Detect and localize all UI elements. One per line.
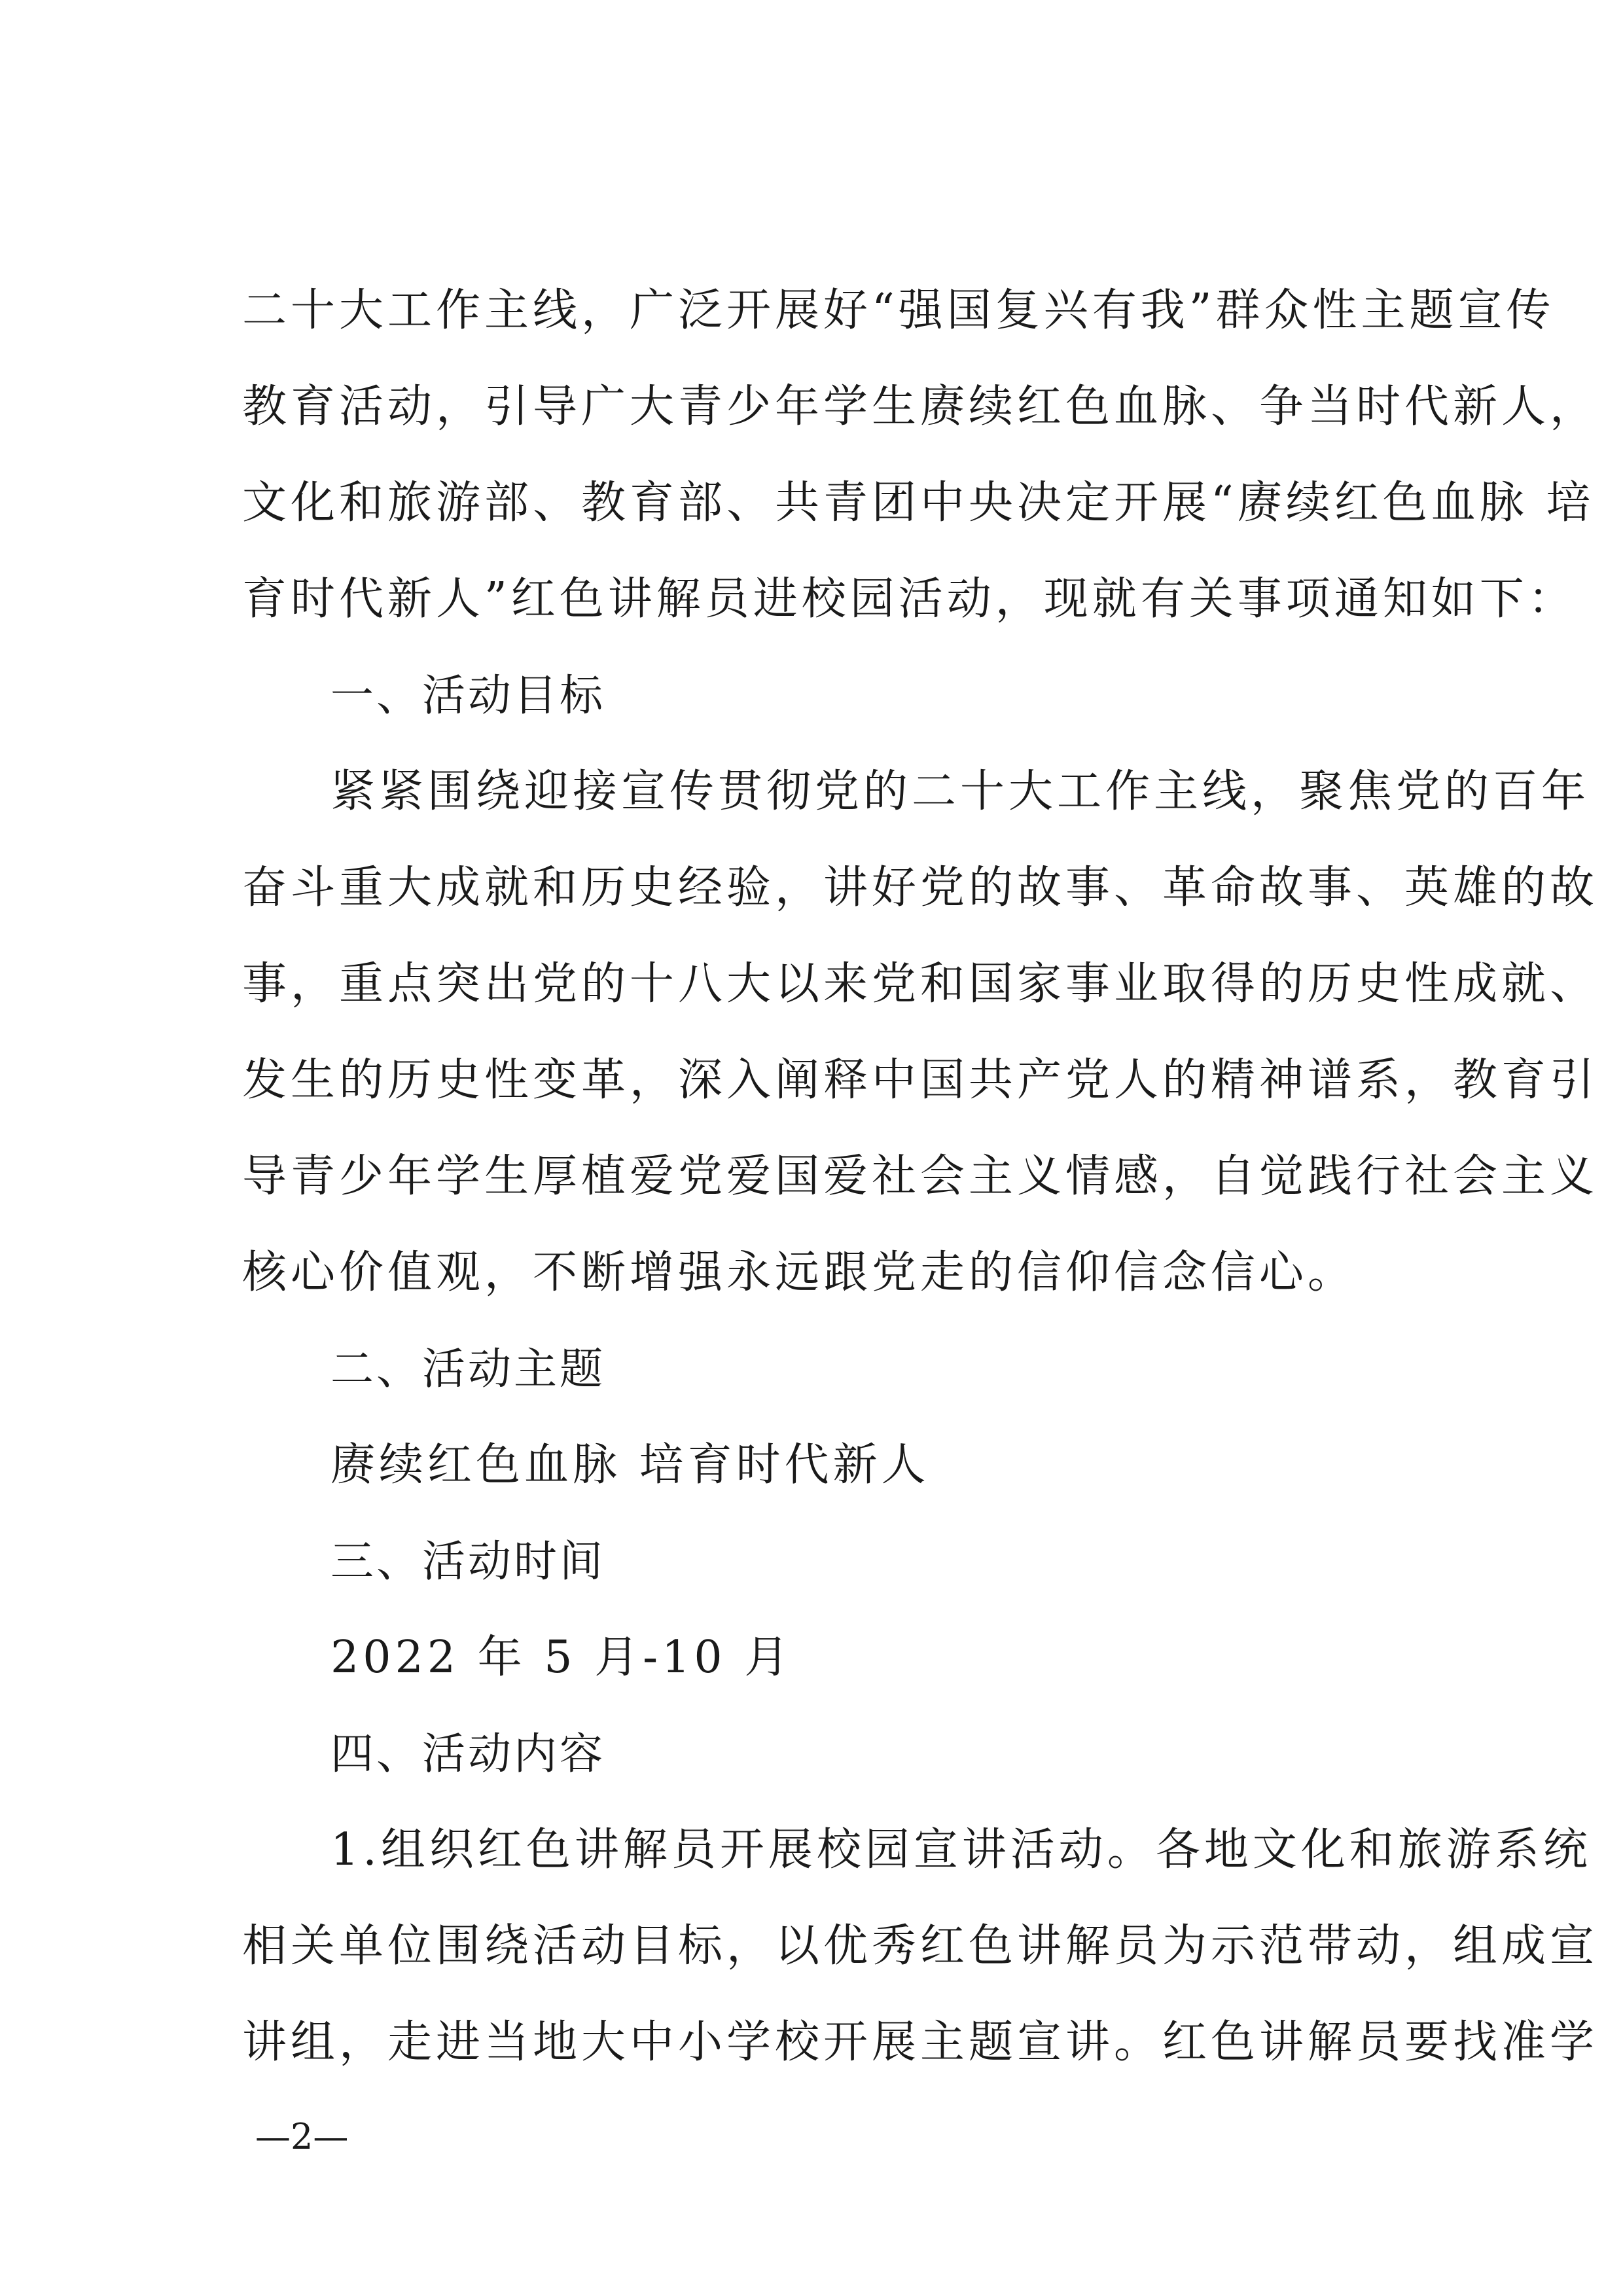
body-line: 奋斗重大成就和历史经验，讲好党的故事、革命故事、英雄的故 — [242, 862, 1599, 914]
body-line: 事，重点突出党的十八大以来党和国家事业取得的历史性成就、 — [242, 958, 1599, 1010]
time-text: 2022 年 5 月-10 月 — [330, 1632, 793, 1683]
page-number: —2— — [255, 2116, 349, 2157]
body-line: 导青少年学生厚植爱党爱国爱社会主义情感，自觉践行社会主义 — [242, 1151, 1599, 1202]
section-heading-time: 三、活动时间 — [330, 1536, 605, 1587]
section-heading-content: 四、活动内容 — [330, 1729, 605, 1779]
body-line: 讲组，走进当地大中小学校开展主题宣讲。红色讲解员要找准学 — [242, 2017, 1599, 2068]
body-line: 文化和旅游部、教育部、共青团中央决定开展“赓续红色血脉 培 — [242, 477, 1595, 529]
section-heading-theme: 二、活动主题 — [330, 1344, 605, 1394]
body-line: 育时代新人”红色讲解员进校园活动，现就有关事项通知如下： — [242, 573, 1577, 625]
section-heading-goal: 一、活动目标 — [330, 670, 605, 721]
body-line: 1.组织红色讲解员开展校园宣讲活动。各地文化和旅游系统 — [330, 1824, 1592, 1876]
body-line: 核心价值观，不断增强永远跟党走的信仰信念信心。 — [242, 1247, 1357, 1299]
theme-text: 赓续红色血脉 培育时代新人 — [330, 1439, 930, 1491]
body-line: 发生的历史性变革，深入阐释中国共产党人的精神谱系，教育引 — [242, 1054, 1599, 1106]
body-line: 相关单位围绕活动目标，以优秀红色讲解员为示范带动，组成宣 — [242, 1920, 1599, 1972]
body-line: 紧紧围绕迎接宣传贯彻党的二十大工作主线，聚焦党的百年 — [330, 766, 1590, 817]
body-line: 二十大工作主线，广泛开展好“强国复兴有我”群众性主题宣传 — [242, 285, 1555, 336]
body-line: 教育活动，引导广大青少年学生赓续红色血脉、争当时代新人， — [242, 381, 1599, 433]
